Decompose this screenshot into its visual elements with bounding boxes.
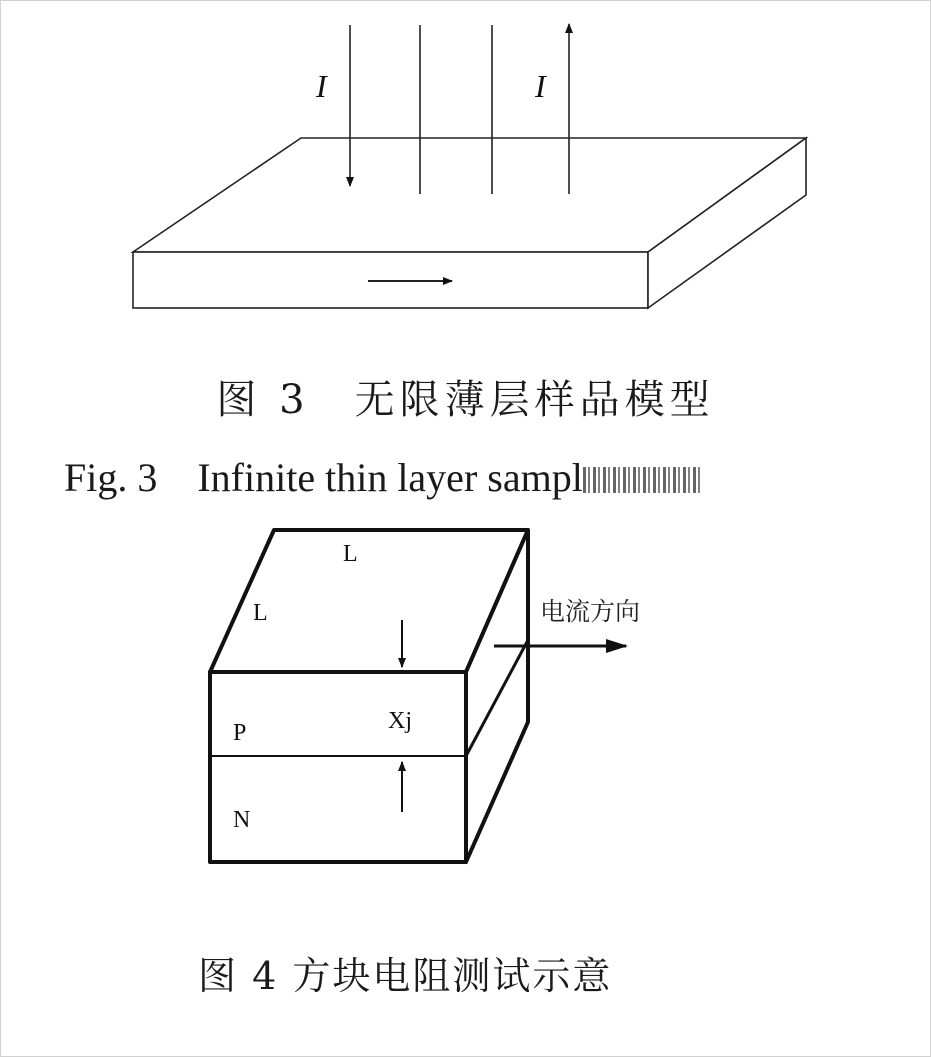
figure3-diagram: [133, 24, 806, 308]
current-label-right: I: [535, 68, 546, 104]
figure4-diagram: [210, 530, 626, 862]
current-label-left: I: [316, 68, 327, 104]
n-region-label: N: [233, 807, 251, 833]
current-direction-label: 电流方向: [540, 597, 641, 626]
top-length-label: L: [343, 541, 358, 567]
block-front-face: [210, 672, 466, 862]
side-length-label: L: [253, 600, 268, 626]
figure3-caption-en: [64, 446, 931, 503]
junction-depth-label: Xj: [388, 708, 412, 734]
figure4-caption-cn: 图 4 方块电阻测试示意: [198, 954, 613, 998]
garbled-text-artifact: [583, 467, 703, 493]
figure3-caption-cn: 图 3 无限薄层样品模型: [216, 377, 715, 423]
figure3-caption-en-text: Fig. 3 Infinite thin layer sampl: [64, 455, 583, 500]
p-region-label: P: [233, 720, 247, 746]
